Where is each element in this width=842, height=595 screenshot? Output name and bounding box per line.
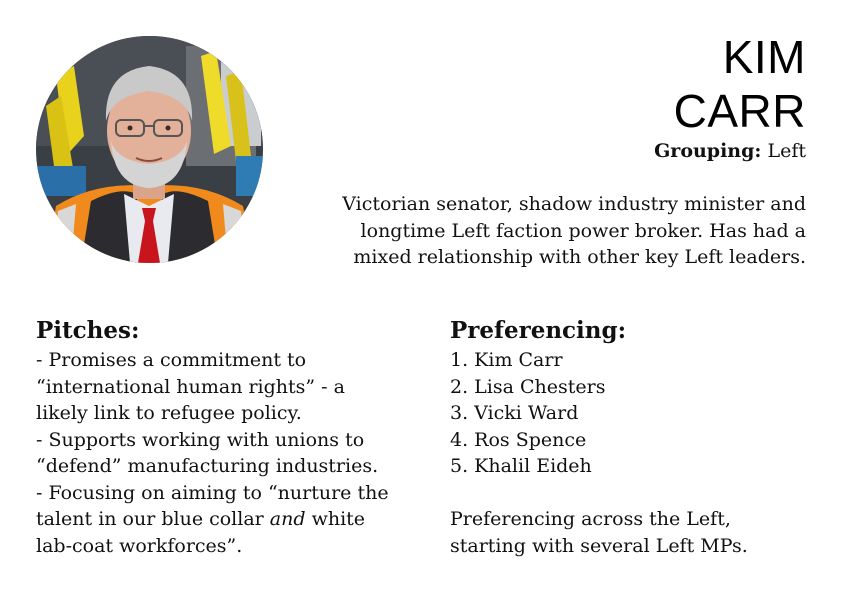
grouping-value: Left	[767, 140, 806, 162]
pitch-line: “defend” manufacturing industries.	[36, 455, 379, 477]
preferencing-section	[450, 316, 810, 559]
name-line-last: CARR	[673, 85, 806, 137]
preference-note-line: Preferencing across the Left,	[450, 508, 731, 530]
preference-item: 3. Vicki Ward	[450, 402, 579, 424]
pitch-line: “international human rights” - a	[36, 375, 345, 398]
pitches-section	[36, 316, 426, 559]
preference-item: 4. Ros Spence	[450, 428, 587, 451]
pitch-emphasis: and	[269, 508, 306, 530]
pitch-line: lab-coat workforces”.	[36, 534, 243, 557]
candidate-bio	[326, 191, 806, 271]
pitches-heading: Pitches:	[36, 317, 140, 344]
preference-item: 5. Khalil Eideh	[450, 455, 592, 477]
preferencing-heading: Preferencing:	[450, 317, 627, 344]
preference-item: 1. Kim Carr	[450, 349, 563, 371]
grouping	[654, 138, 806, 164]
preference-note-line: starting with several Left MPs.	[450, 534, 748, 557]
candidate-name	[674, 30, 806, 138]
bio-line: Victorian senator, shadow industry minister and	[342, 193, 806, 215]
pitch-line: - Promises a commitment to	[36, 349, 307, 371]
name-line-first: KIM	[722, 31, 806, 83]
grouping-label: Grouping:	[654, 140, 762, 162]
preference-item: 2. Lisa Chesters	[450, 375, 606, 398]
pitch-line: - Focusing on aiming to “nurture the	[36, 481, 389, 504]
bio-line: mixed relationship with other key Left leaders.	[353, 246, 806, 268]
pitch-text: white	[305, 508, 366, 530]
pitch-line	[36, 506, 426, 533]
spacer	[450, 480, 810, 507]
pitch-line: - Supports working with unions to	[36, 428, 365, 451]
pitch-line: likely link to refugee policy.	[36, 402, 302, 424]
candidate-portrait	[36, 36, 263, 263]
bio-line: longtime Left faction power broker. Has had a	[360, 219, 806, 242]
pitch-text: talent in our blue collar	[36, 508, 270, 530]
